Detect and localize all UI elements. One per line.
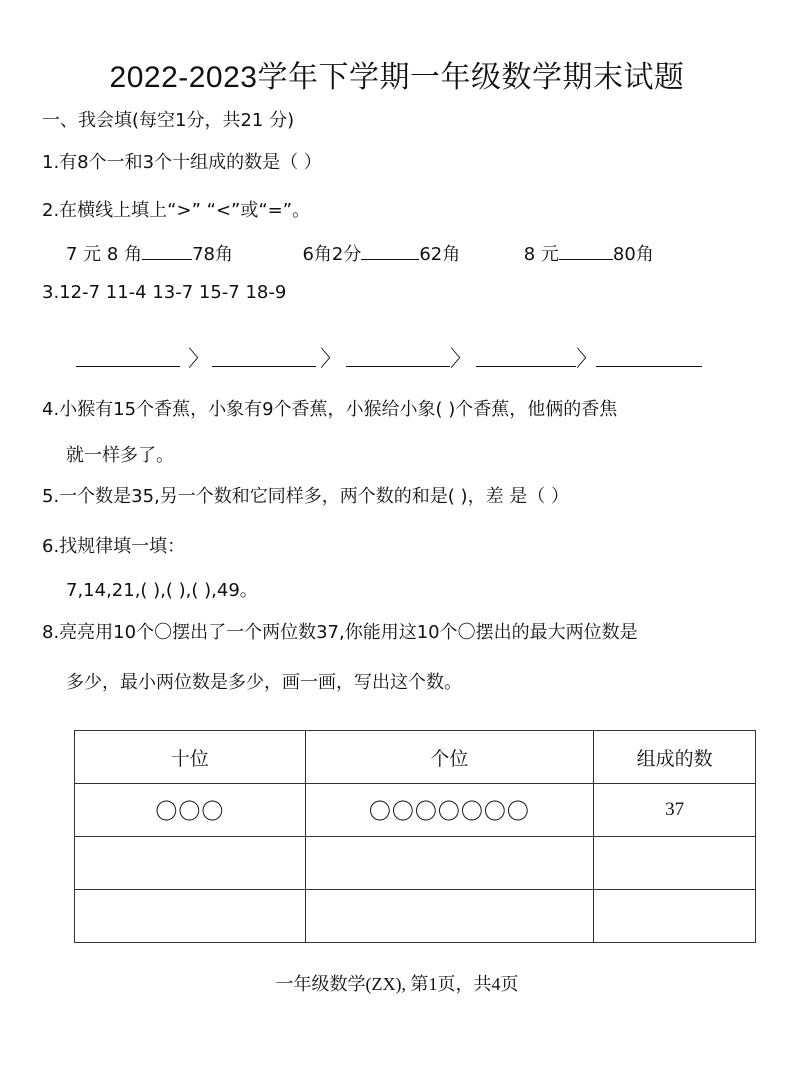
cell-number-blank[interactable] bbox=[594, 890, 756, 943]
page-title: 2022-2023学年下学期一年级数学期末试题 bbox=[109, 61, 685, 94]
table-row bbox=[75, 837, 756, 890]
q2-blank-2[interactable] bbox=[361, 241, 419, 260]
question-6-sequence: 7,14,21,( ),( ),( ),49。 bbox=[66, 580, 258, 601]
cell-number: 37 bbox=[594, 784, 756, 837]
question-8-line-2: 多少，最小两位数是多少，画一画，写出这个数。 bbox=[66, 672, 462, 693]
header-tens: 十位 bbox=[75, 731, 306, 784]
greater-than-symbol: 〉 bbox=[188, 347, 211, 372]
q3-blank-3[interactable] bbox=[346, 366, 450, 367]
cell-ones-blank[interactable] bbox=[305, 890, 594, 943]
header-ones: 个位 bbox=[305, 731, 594, 784]
q2-item-1-left: 7 元 8 角 bbox=[66, 244, 143, 265]
question-2-items bbox=[66, 240, 654, 266]
question-6: 6.找规律填一填： bbox=[42, 536, 186, 557]
section-heading: 一、我会填(每空1分，共21 分) bbox=[42, 110, 295, 131]
place-value-table bbox=[74, 730, 756, 943]
q3-blank-1[interactable] bbox=[76, 366, 180, 367]
cell-tens-circles: 〇〇〇 bbox=[75, 784, 306, 837]
page-footer: 一年级数学(ZX), 第1页，共4页 bbox=[275, 974, 519, 994]
question-3: 3.12-7 11-4 13-7 15-7 18-9 bbox=[42, 282, 287, 303]
q3-answer-row bbox=[76, 348, 716, 372]
question-4-line-2: 就一样多了。 bbox=[66, 445, 174, 466]
question-1: 1.有8个一和3个十组成的数是（ ） bbox=[42, 152, 322, 173]
cell-tens-blank[interactable] bbox=[75, 890, 306, 943]
question-4-line-1: 4.小猴有15个香蕉，小象有9个香蕉，小猴给小象( )个香蕉，他俩的香焦 bbox=[42, 399, 618, 420]
cell-tens-blank[interactable] bbox=[75, 837, 306, 890]
q2-item-3-right: 80角 bbox=[612, 244, 654, 265]
q2-item-1-right: 78角 bbox=[192, 244, 233, 265]
question-8-line-1: 8.亮亮用10个〇摆出了一个两位数37,你能用这10个〇摆出的最大两位数是 bbox=[42, 622, 638, 643]
cell-ones-blank[interactable] bbox=[305, 837, 594, 890]
q2-blank-3[interactable] bbox=[559, 241, 613, 260]
q3-blank-5[interactable] bbox=[596, 366, 702, 367]
q2-item-2-right: 62角 bbox=[419, 244, 461, 265]
header-number: 组成的数 bbox=[594, 731, 756, 784]
question-2: 2.在横线上填上“>” “<”或“=”。 bbox=[42, 200, 311, 221]
q3-blank-2[interactable] bbox=[212, 366, 316, 367]
greater-than-symbol: 〉 bbox=[320, 347, 343, 372]
q2-blank-1[interactable] bbox=[142, 241, 192, 260]
table-row bbox=[75, 784, 756, 837]
q2-item-2-left: 6角2分 bbox=[302, 244, 362, 265]
q3-blank-4[interactable] bbox=[476, 366, 576, 367]
question-5: 5.一个数是35,另一个数和它同样多，两个数的和是( )，差 是（ ） bbox=[42, 486, 570, 507]
cell-ones-circles: 〇〇〇〇〇〇〇 bbox=[305, 784, 594, 837]
cell-number-blank[interactable] bbox=[594, 837, 756, 890]
greater-than-symbol: 〉 bbox=[450, 347, 473, 372]
q2-item-3-left: 8 元 bbox=[523, 244, 559, 265]
table-row bbox=[75, 890, 756, 943]
greater-than-symbol: 〉 bbox=[576, 347, 599, 372]
table-header-row bbox=[75, 731, 756, 784]
